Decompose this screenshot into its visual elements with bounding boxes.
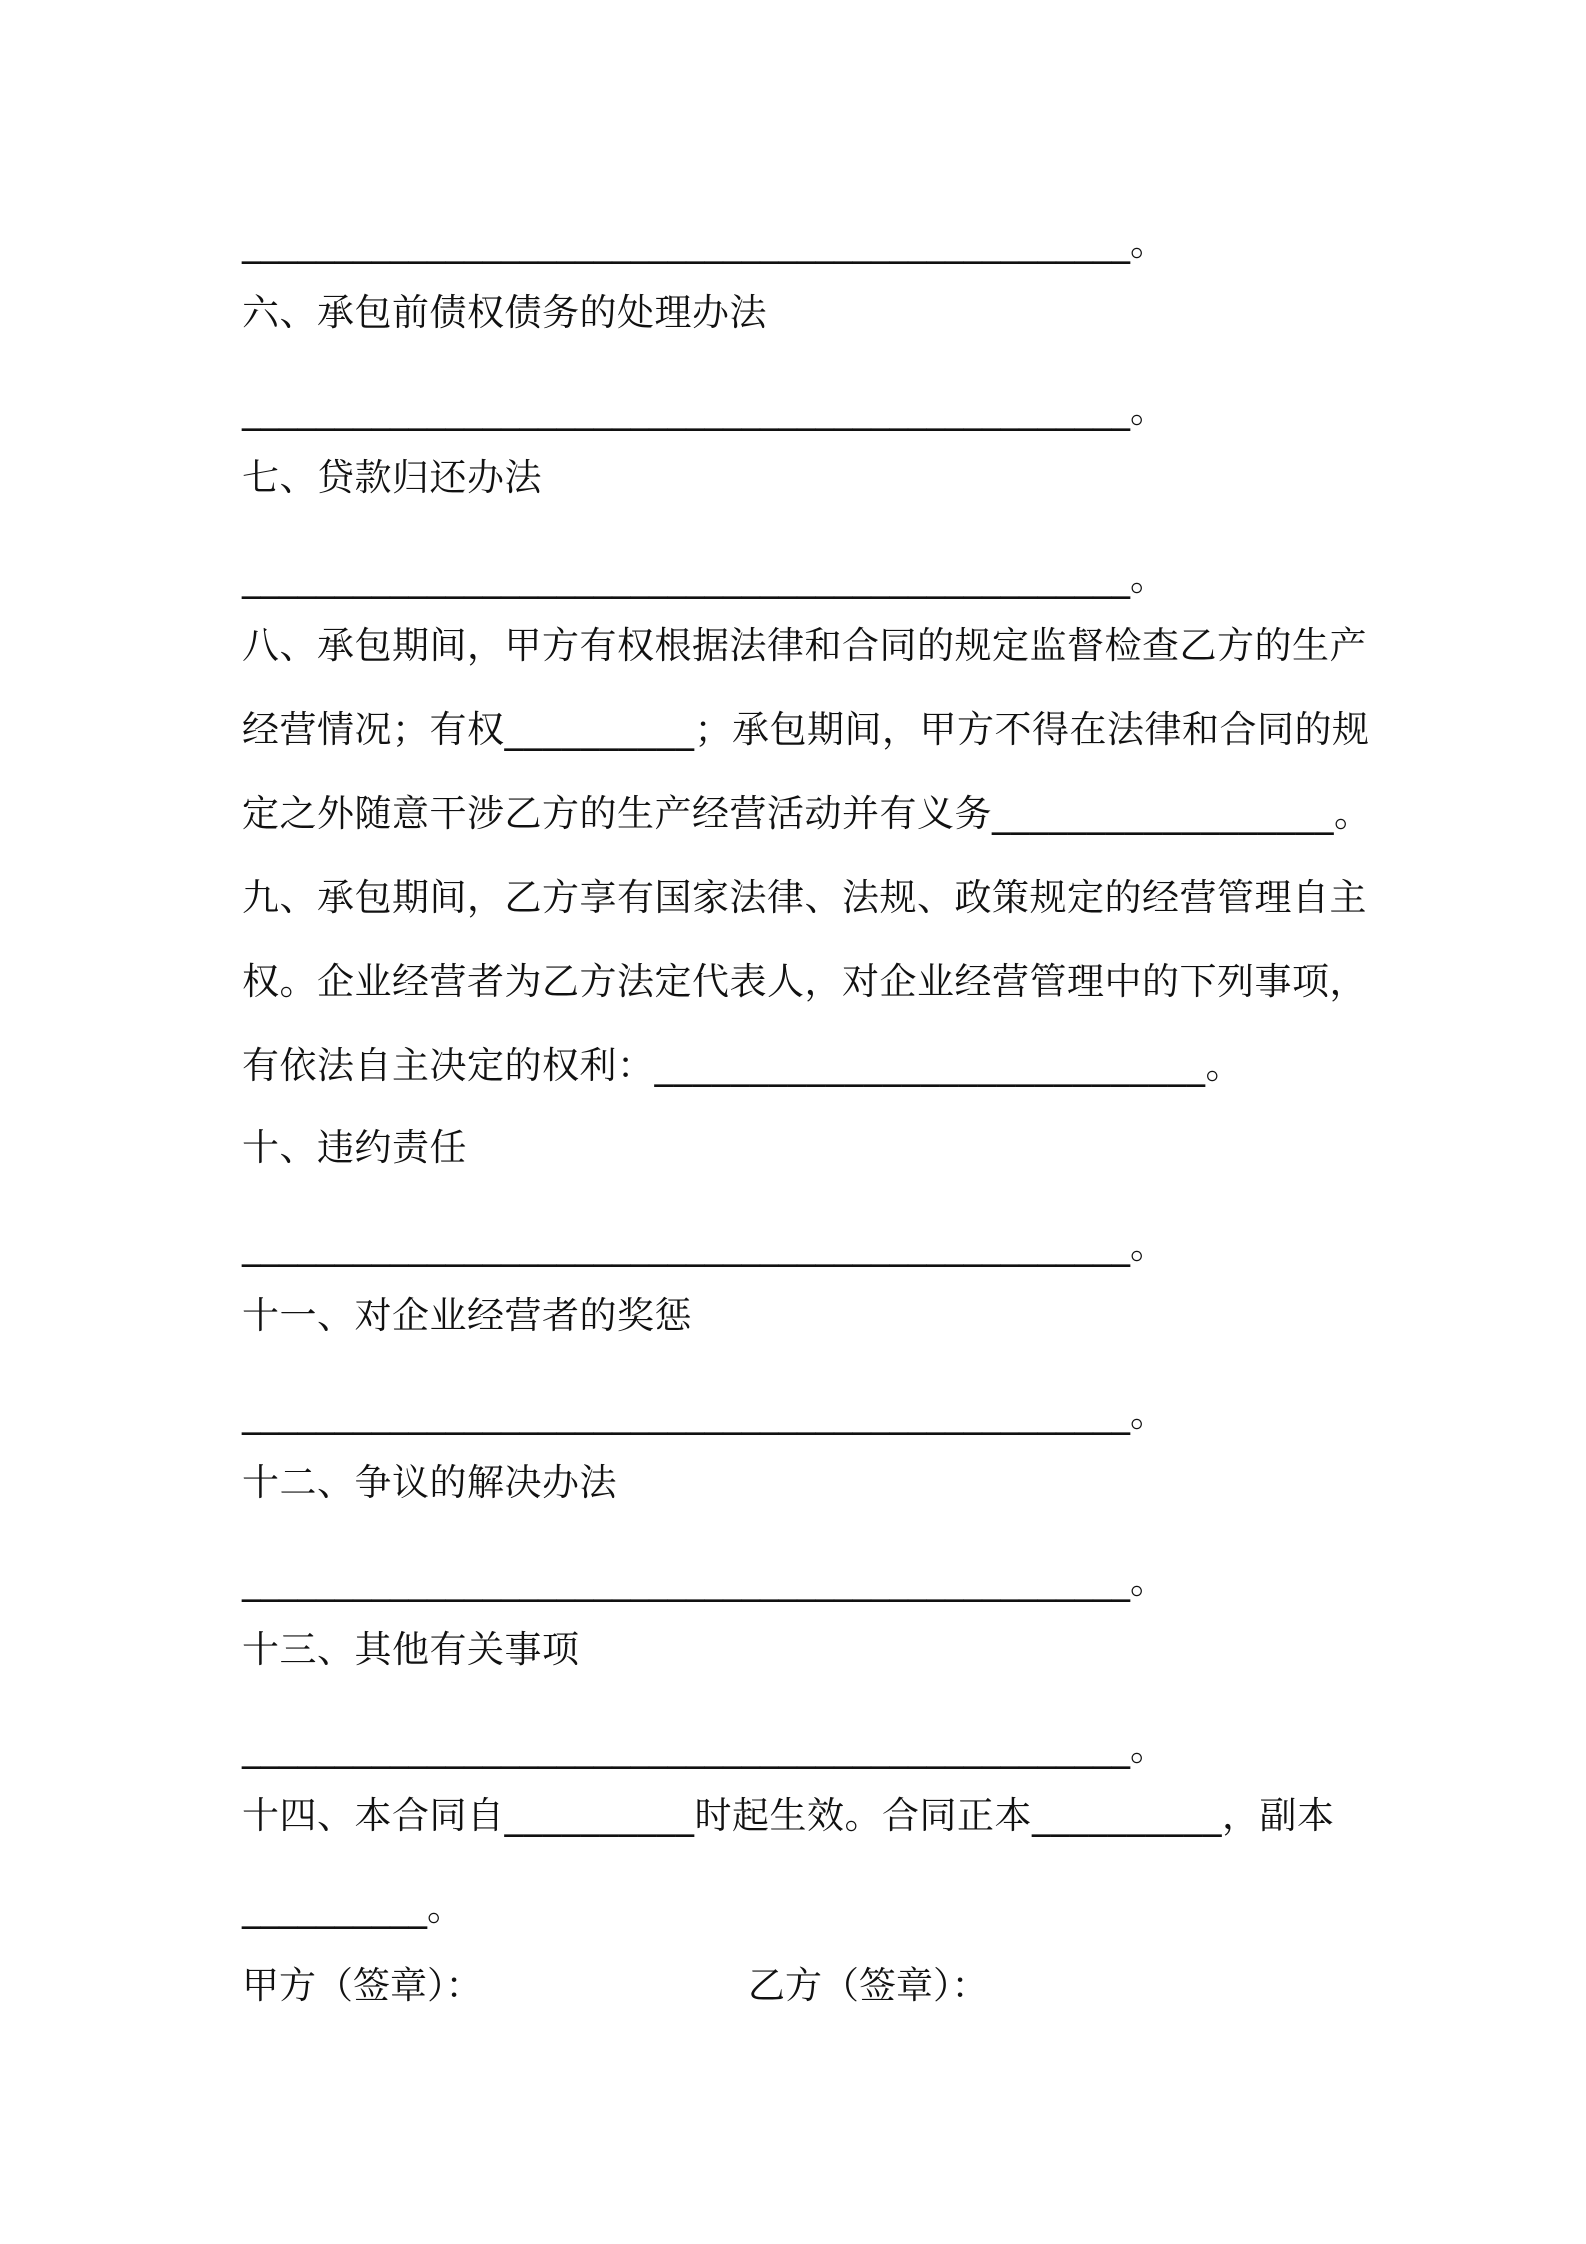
clause-6-heading: 六、承包前债权债务的处理办法 [242,291,767,334]
party-b-signature-label: 乙方（签章）： [748,1964,989,2007]
blank-line: ________________________________________________。 [242,1726,1167,1769]
clause-9-line-3: 有依法自主决定的权利：_____________________________。 [242,1044,1243,1087]
clause-8-line-2: 经营情况；有权__________；承包期间，甲方不得在法律和合同的规 [242,708,1370,751]
blank-line: ________________________________________________。 [242,1559,1167,1602]
clause-9-line-2: 权。企业经营者为乙方法定代表人，对企业经营管理中的下列事项， [242,960,1367,1003]
clause-7-heading: 七、贷款归还办法 [242,456,542,499]
clause-12-heading: 十二、争议的解决办法 [242,1461,617,1504]
blank-line: ________________________________________________。 [242,388,1167,431]
clause-14-line-2: __________。 [242,1886,464,1929]
clause-8-line-3: 定之外随意干涉乙方的生产经营活动并有义务__________________。 [242,792,1372,835]
party-a-signature-label: 甲方（签章）： [242,1964,483,2007]
blank-line: ________________________________________________。 [242,1392,1167,1435]
blank-line: ________________________________________________。 [242,556,1167,599]
clause-9-line-1: 九、承包期间，乙方享有国家法律、法规、政策规定的经营管理自主 [242,876,1367,919]
clause-14-line-1: 十四、本合同自__________时起生效。合同正本__________，副本 [242,1794,1335,1837]
clause-8-line-1: 八、承包期间，甲方有权根据法律和合同的规定监督检查乙方的生产 [242,624,1367,667]
blank-line: ________________________________________________。 [242,221,1167,264]
clause-10-heading: 十、违约责任 [242,1126,467,1169]
blank-line: ________________________________________________。 [242,1224,1167,1267]
clause-13-heading: 十三、其他有关事项 [242,1628,580,1671]
clause-11-heading: 十一、对企业经营者的奖惩 [242,1294,692,1337]
